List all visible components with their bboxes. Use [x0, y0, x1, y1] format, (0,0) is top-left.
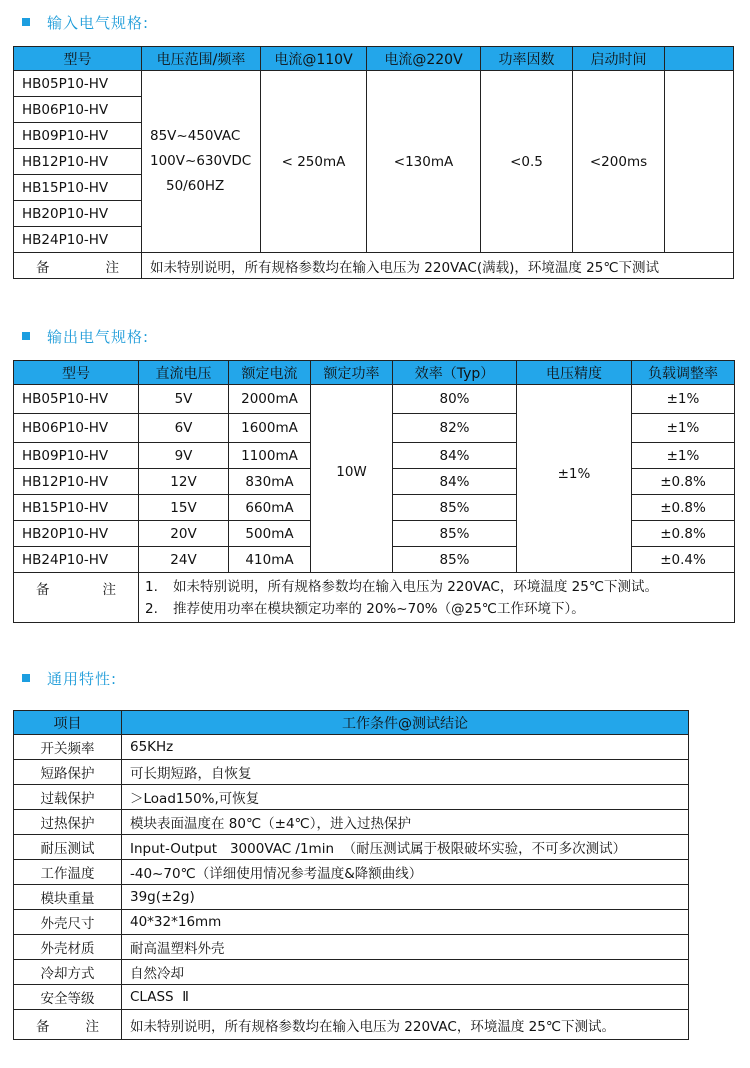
- voltage-range-cell: [142, 71, 261, 253]
- rated-current-cell: 1100mA: [229, 443, 311, 469]
- note-text: 如未特别说明，所有规格参数均在输入电压为 220VAC(满载)，环境温度 25℃下测试: [142, 253, 734, 279]
- dc-voltage-cell: 20V: [139, 521, 229, 547]
- col-header-rated-current: 额定电流: [229, 361, 311, 385]
- col-header-voltage-accuracy: 电压精度: [517, 361, 632, 385]
- model-cell: HB06P10-HV: [14, 97, 142, 123]
- efficiency-cell: 85%: [393, 547, 517, 573]
- load-regulation-cell: ±0.4%: [632, 547, 735, 573]
- input-section-title: 输入电气规格:: [47, 13, 150, 32]
- load-regulation-cell: ±0.8%: [632, 521, 735, 547]
- load-regulation-cell: ±0.8%: [632, 469, 735, 495]
- startup-time-cell: <200ms: [573, 71, 665, 253]
- output-section-title: 输出电气规格:: [47, 327, 150, 346]
- blank-cell: [665, 71, 734, 253]
- item-cell: 模块重量: [14, 885, 122, 910]
- item-cell: 短路保护: [14, 760, 122, 785]
- col-header-dc-voltage: 直流电压: [139, 361, 229, 385]
- load-regulation-cell: ±1%: [632, 443, 735, 469]
- rated-current-cell: 410mA: [229, 547, 311, 573]
- model-cell: HB24P10-HV: [14, 547, 139, 573]
- value-cell: 模块表面温度在 80℃（±4℃），进入过热保护: [122, 810, 689, 835]
- table-row: [14, 835, 689, 860]
- dc-voltage-cell: 24V: [139, 547, 229, 573]
- col-header-efficiency: 效率（Typ）: [393, 361, 517, 385]
- load-regulation-cell: ±0.8%: [632, 495, 735, 521]
- item-cell: 过热保护: [14, 810, 122, 835]
- table-row: [14, 810, 689, 835]
- col-header-item: 项目: [14, 711, 122, 735]
- note-item: [139, 576, 734, 598]
- value-cell: -40~70℃（详细使用情况参考温度&降额曲线）: [122, 860, 689, 885]
- table-row: [14, 735, 689, 760]
- model-cell: HB05P10-HV: [14, 385, 139, 414]
- note-label-cell: [14, 1010, 122, 1040]
- load-regulation-cell: ±1%: [632, 385, 735, 414]
- col-header-current-220v: 电流@220V: [367, 47, 481, 71]
- bullet-square-icon: [22, 332, 30, 340]
- table-row: [14, 860, 689, 885]
- col-header-model: 型号: [14, 361, 139, 385]
- value-cell: 自然冷却: [122, 960, 689, 985]
- col-header-startup-time: 启动时间: [573, 47, 665, 71]
- note-label-cell: [14, 573, 139, 623]
- model-cell: HB12P10-HV: [14, 469, 139, 495]
- model-cell: HB12P10-HV: [14, 149, 142, 175]
- col-header-current-110v: 电流@110V: [261, 47, 367, 71]
- bullet-square-icon: [22, 674, 30, 682]
- note-number: 1.: [145, 579, 158, 595]
- rated-current-cell: 830mA: [229, 469, 311, 495]
- load-regulation-cell: ±1%: [632, 414, 735, 443]
- current-220v-cell: <130mA: [367, 71, 481, 253]
- model-cell: HB06P10-HV: [14, 414, 139, 443]
- model-cell: HB09P10-HV: [14, 443, 139, 469]
- item-cell: 安全等级: [14, 985, 122, 1010]
- model-cell: HB09P10-HV: [14, 123, 142, 149]
- model-cell: HB15P10-HV: [14, 175, 142, 201]
- table-row: [14, 760, 689, 785]
- model-cell: HB20P10-HV: [14, 201, 142, 227]
- dc-voltage-cell: 15V: [139, 495, 229, 521]
- dc-voltage-cell: 12V: [139, 469, 229, 495]
- voltage-dc-line: 100V~630VDC: [150, 153, 252, 169]
- note-label-part-2: 注: [105, 259, 119, 276]
- efficiency-cell: 82%: [393, 414, 517, 443]
- output-section-heading: [22, 324, 149, 348]
- note-text: 如未特别说明，所有规格参数均在输入电压为 220VAC，环境温度 25℃下测试。: [173, 579, 658, 595]
- value-cell: 65KHz: [122, 735, 689, 760]
- table-row: [14, 960, 689, 985]
- output-spec-table: [13, 360, 735, 623]
- value-cell: CLASS Ⅱ: [122, 985, 689, 1010]
- efficiency-cell: 85%: [393, 521, 517, 547]
- model-cell: HB20P10-HV: [14, 521, 139, 547]
- dc-voltage-cell: 5V: [139, 385, 229, 414]
- power-factor-cell: <0.5: [481, 71, 573, 253]
- value-cell: 耐高温塑料外壳: [122, 935, 689, 960]
- item-cell: 冷却方式: [14, 960, 122, 985]
- input-spec-table: [13, 46, 734, 279]
- table-row: [14, 910, 689, 935]
- note-label-cell: [14, 253, 142, 279]
- note-label-part-1: 备: [36, 582, 50, 598]
- efficiency-cell: 85%: [393, 495, 517, 521]
- col-header-model: 型号: [14, 47, 142, 71]
- input-section-heading: [22, 10, 149, 34]
- general-section-title: 通用特性:: [47, 669, 118, 688]
- frequency-line: 50/60HZ: [166, 178, 225, 194]
- efficiency-cell: 84%: [393, 469, 517, 495]
- table-row: [14, 885, 689, 910]
- note-number: 2.: [145, 601, 158, 617]
- rated-current-cell: 500mA: [229, 521, 311, 547]
- value-cell: 可长期短路，自恢复: [122, 760, 689, 785]
- col-header-blank: [665, 47, 734, 71]
- efficiency-cell: 80%: [393, 385, 517, 414]
- voltage-ac-line: 85V~450VAC: [150, 128, 241, 144]
- col-header-voltage-range: 电压范围/频率: [142, 47, 261, 71]
- notes-cell: [139, 573, 735, 623]
- note-text: 如未特别说明，所有规格参数均在输入电压为 220VAC，环境温度 25℃下测试。: [122, 1010, 689, 1040]
- col-header-rated-power: 额定功率: [311, 361, 393, 385]
- note-label-part-2: 注: [85, 1018, 99, 1035]
- table-row: [14, 935, 689, 960]
- col-header-power-factor: 功率因数: [481, 47, 573, 71]
- value-cell: 40*32*16mm: [122, 910, 689, 935]
- table-row: [14, 985, 689, 1010]
- voltage-accuracy-cell: ±1%: [517, 385, 632, 573]
- bullet-square-icon: [22, 18, 30, 26]
- item-cell: 工作温度: [14, 860, 122, 885]
- table-row: [14, 385, 735, 414]
- current-110v-cell: < 250mA: [261, 71, 367, 253]
- efficiency-cell: 84%: [393, 443, 517, 469]
- item-cell: 开关频率: [14, 735, 122, 760]
- table-row: [14, 785, 689, 810]
- note-text: 推荐使用功率在模块额定功率的 20%~70%（@25℃工作环境下）。: [173, 601, 585, 617]
- item-cell: 外壳尺寸: [14, 910, 122, 935]
- col-header-load-regulation: 负载调整率: [632, 361, 735, 385]
- value-cell: 39g(±2g): [122, 885, 689, 910]
- note-label-part-1: 备: [36, 1018, 50, 1035]
- rated-current-cell: 660mA: [229, 495, 311, 521]
- model-cell: HB05P10-HV: [14, 71, 142, 97]
- dc-voltage-cell: 6V: [139, 414, 229, 443]
- model-cell: HB15P10-HV: [14, 495, 139, 521]
- rated-current-cell: 1600mA: [229, 414, 311, 443]
- note-label-part-2: 注: [102, 582, 116, 598]
- rated-power-cell: 10W: [311, 385, 393, 573]
- note-item: [139, 598, 734, 620]
- note-label-part-1: 备: [36, 259, 50, 276]
- model-cell: HB24P10-HV: [14, 227, 142, 253]
- dc-voltage-cell: 9V: [139, 443, 229, 469]
- item-cell: 耐压测试: [14, 835, 122, 860]
- general-section-heading: [22, 666, 117, 690]
- item-cell: 过载保护: [14, 785, 122, 810]
- value-cell: Input-Output 3000VAC /1min （耐压测试属于极限破坏实验，不可多次测试）: [122, 835, 689, 860]
- general-spec-table: [13, 710, 689, 1040]
- value-cell: ＞Load150%,可恢复: [122, 785, 689, 810]
- rated-current-cell: 2000mA: [229, 385, 311, 414]
- col-header-condition: 工作条件@测试结论: [122, 711, 689, 735]
- item-cell: 外壳材质: [14, 935, 122, 960]
